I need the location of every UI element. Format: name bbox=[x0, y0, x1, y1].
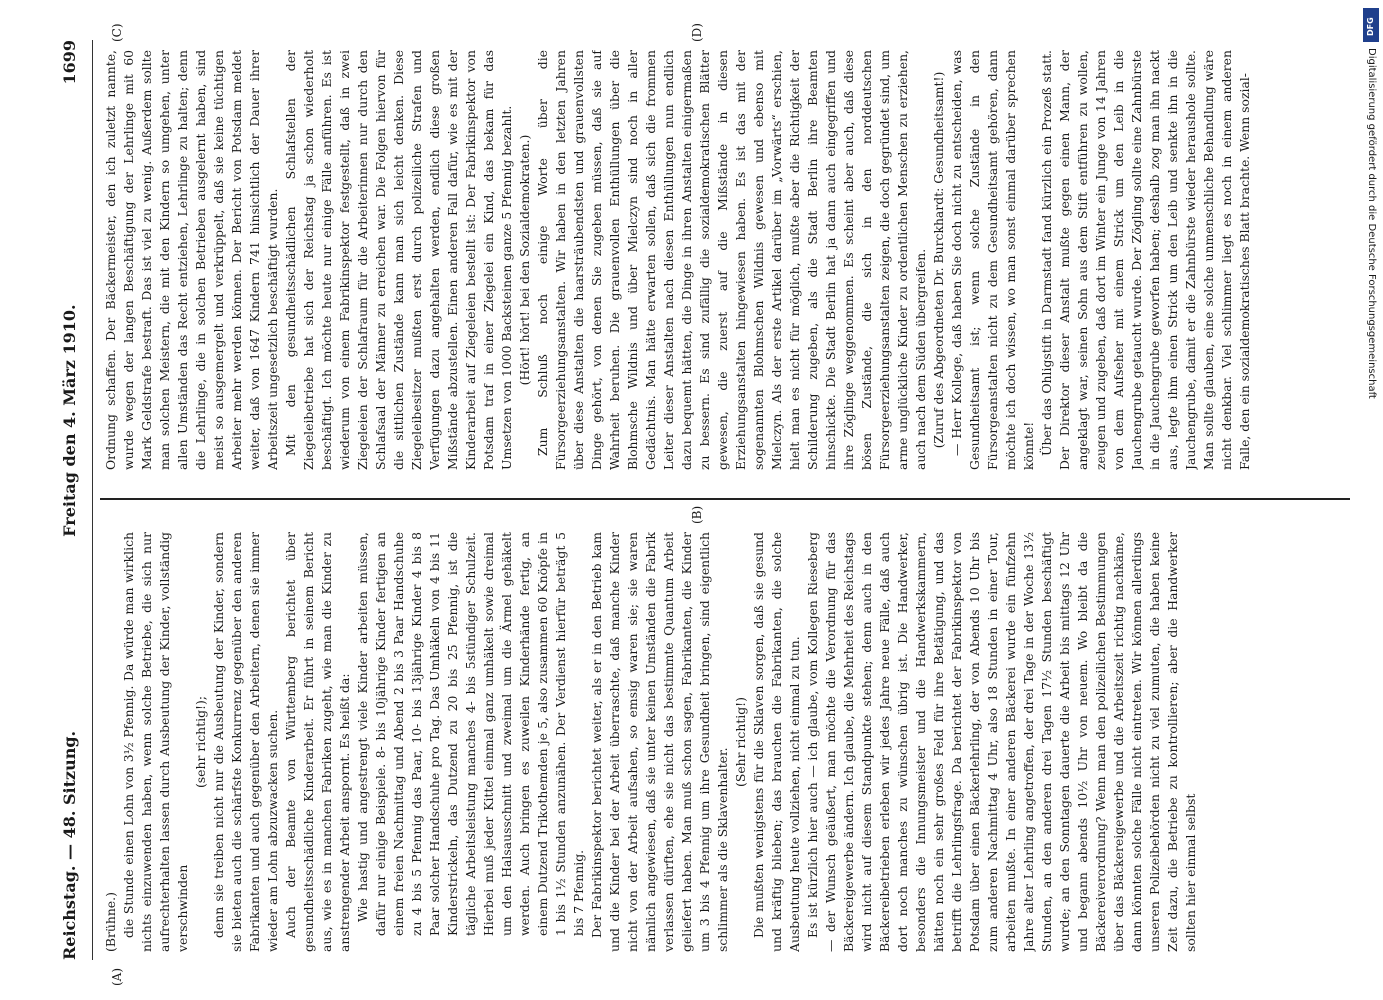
interjection: (Hört! hört! bei den Sozialdemokraten.) bbox=[517, 134, 532, 386]
right-column bbox=[102, 50, 1350, 470]
quoted-paragraph: Wie hastig und angestrengt viele Kinder arbeiten müssen, dafür nur einige Beispiele. 8- bis 10jährige Kinder fertigen an einem freien Nachmittag und Abend 2 bis 3 Paar Handschuhe zu 4 bis 5 Pfennig das Paar, 10- bis 13jährige Kinder 4 bis 8 Paar solcher Handschuhe pro Tag. Das Umhäkeln von 4 bis 11 Kinderstrickeln, das Dutzend zu 20 bis 25 Pfennig, ist die tägliche Arbeitsleistung manches 4- bis 5stündiger Schulzeit. Hierbei muß jeder Kittel einmal ganz umhäkelt sowie dreimal um den Halsausschnitt und zweimal um die Ärmel gehäkelt werden. Auch bringen es zuweilen Kinderhände fertig, an einem Dutzend Trikothemden je 5, also zusammen 60 Knöpfe in 1 bis 1½ Stunden anzunähen. Der Verdienst hierfür beträgt 5 bis 7 Pfennig. bbox=[355, 532, 586, 936]
paragraph: Zum Schluß noch einige Worte über die Fürsorgeerziehungsanstalten. Wir haben in den letzten Jahren über diese Anstalten die haarsträubendsten und grauenvollsten Dinge gehört, von denen Sie zugeben müssen, daß sie auf Wahrheit beruhen. Die grauenvollen Enthüllungen über die Blohmsche Wildnis und über Mielczyn sind noch in aller Gedächtnis. Man hätte erwarten sollen, daß sich die frommen Leiter dieser Anstalten nach diesen Enthüllungen nun endlich dazu bequemt hätten, die Dinge in ihren Anstalten einigermaßen zu bessern. Es sind zufällig die sozialdemokratischen Blätter gewesen, die zuerst auf die Mißstände in diesen Erziehungsanstalten hingewiesen haben. Es ist das mit der sogenannten Blohmschen Wildnis gewesen und ebenso mit Mielczyn. Als der erste Artikel darüber im „Vorwärts“ erschien, hielt man es nicht für möglich, mußte aber die Richtigkeit der Schilderung zugeben, als die Stadt Berlin ihre Beamten hinschickte. Die Stadt Berlin hat ja dann auch eingegriffen und ihre Zöglinge weggenommen. Es scheint aber auch, daß diese bösen Zustände, die sich in den norddeutschen Fürsorgeerziehungsanstalten zeigen, die doch gegründet sind, um arme unglückliche Kinder zu ordentlichen Menschen zu erziehen, auch nach dem Süden übergreifen. bbox=[535, 50, 928, 470]
dfg-logo: DFG bbox=[1363, 8, 1379, 42]
header-date: Freitag den 4. März 1910. bbox=[60, 304, 79, 537]
margin-mark-d: (D) bbox=[690, 23, 704, 42]
interjection: (Sehr richtig!) bbox=[733, 697, 748, 787]
left-column bbox=[102, 532, 1350, 952]
paragraph: Mit den gesundheitsschädlichen Schlafstellen der Ziegeleibetriebe hat sich der Reichstag ja schon wiederholt beschäftigt. Ich möchte heute nur einige Fälle anführen. Es ist wiederum von einem Fabrikinspektor festgestellt, daß in zwei Ziegeleien der Schlafraum für die Arbeiterinnen nur durch den Schlafsaal der Männer zu erreichen war. Die Folgen hiervon für die sittlichen Zustände kann man sich leicht denken. Diese Ziegeleibesitzer mußten erst durch polizeiliche Strafen und Verfügungen dazu angehalten werden, endlich diese großen Mißstände abzustellen. Einen anderen Fall dafür, wie es mit der Kinderarbeit auf Ziegeleien bestellt ist: Der Fabrikinspektor von Potsdam traf in einer Ziegelei ein Kind, das bekam für das Umsetzen von 1000 Backsteinen ganze 5 Pfennig bezahlt. bbox=[283, 50, 514, 470]
paragraph: Der Fabrikinspektor berichtet weiter, als er in den Betrieb kam und die Kinder bei der Arbeit überraschte, daß manche Kinder nicht von der Arbeit aufsahen, so emsig waren sie; sie waren nämlich angewiesen, daß sie unter keinen Umständen die Fabrik verlassen dürften, ehe sie nicht das bestimmte Quantum Arbeit geliefert haben. Man muß schon sagen, Fabrikanten, die Kinder um 3 bis 4 Pfennig um ihre Gesundheit bringen, sind eigentlich schlimmer als die Sklavenhalter. bbox=[589, 532, 730, 952]
paragraph: — Herr Kollege, daß haben Sie doch nicht zu entscheiden, was Gesundheitsamt ist; wenn solche Zustände in den Fürsorgeanstalten nicht zu dem Gesundheitsamt gehören, dann möchte ich doch wissen, wo man sonst einmal darüber sprechen könnte! bbox=[949, 50, 1036, 470]
header-left: Reichstag. — 48. Sitzung. bbox=[60, 730, 79, 960]
digitization-credit bbox=[1361, 0, 1383, 1000]
paragraph: Über das Ohligstift in Darmstadt fand kürzlich ein Prozeß statt. Der Direktor dieser Anstalt mußte gegen einen Mann, der angeklagt war, seinen Sohn aus dem Stift entführen zu wollen, zeugen und zugeben, daß dort im Winter ein Junge von 14 Jahren von dem Aufseher mit einem Strick um den Leib in die Jauchengrube getaucht wurde. Der Zögling sollte eine Zahnbürste in die Jauchengrube geworfen haben; deshalb zog man ihn nackt aus, legte ihm einen Strick um den Leib und senkte ihn in die Jauchengrube, damit er die Zahnbürste wieder heraushole sollte. Man sollte glauben, eine solche unmenschliche Behandlung wäre nicht denkbar. Viel schlimmer liegt es noch in einem anderen Falle, den ein sozialdemokratisches Blatt brachte. Wenn sozial- bbox=[1039, 50, 1252, 470]
paragraph: die Stunde einen Lohn von 3½ Pfennig. Da würde man wirklich nichts einzuwenden haben, wenn solche Betriebe, die sich nur aufrechterhalten lassen durch Ausbeutung der Kinder, vollständig verschwinden bbox=[121, 532, 190, 952]
column-divider bbox=[100, 498, 1350, 500]
speaker-name: (Brühne.) bbox=[103, 892, 118, 952]
header-rule bbox=[92, 40, 93, 960]
page-header bbox=[60, 40, 88, 960]
paragraph: Es ist kürzlich hier auch — ich glaube, vom Kollegen Rieseberg — der Wunsch geäußert, man möchte die Verordnung für das Bäckereigewerbe ändern. Ich glaube, die Mehrheit des Reichstags wird nicht auf diesem Standpunkte stehen; denn auch in den Bäckereibetrieben erleben wir jedes Jahre neue Fälle, daß auch dort noch manches zu wünschen übrig ist. Die Handwerker, besonders die Innungsmeister und die Handwerkskammern, hätten noch ein sehr großes Feld für ihre Betätigung, und das betrifft die Lehrlingsfrage. Da berichtet der Fabrikinspektor von Potsdam über einen Bäckerlehrling, der von Abends 10 Uhr bis zum anderen Nachmittag 4 Uhr, also 18 Stunden in einer Tour, arbeiten mußte. In einer anderen Bäckerei wurde ein fünfzehn Jahre alter Lehrling angetroffen, der drei Tage in der Woche 13½ Stunden, an den anderen drei Tagen 17½ Stunden beschäftigt wurde; an den Sonntagen dauerte die Arbeit bis mittags 12 Uhr und begann abends 10½ Uhr von neuem. Wo bleibt da die Bäckereiverordnung? Wenn man den polizeilichen Bestimmungen über das Bäckereigewerbe und die Arbeitszeit richtig nachkäme, dann könnten solche Fälle nicht eintreten. Wir können allerdings unseren Polizeibehörden nicht zu viel zumuten, die haben keine Zeit dazu, die Betriebe zu kontrollieren; aber die Handwerker sollten hier einmal selbst bbox=[805, 532, 1198, 952]
margin-mark-a: (A) bbox=[110, 967, 124, 986]
paragraph: Ordnung schaffen. Der Bäckermeister, den ich zuletzt nannte, wurde wegen der langen Beschäftigung der Lehrlinge mit 60 Mark Geldstrafe bestraft. Das ist viel zu wenig. Außerdem sollte man solchen Meistern, die mit den Kindern so umgehen, unter allen Umständen das Recht entziehen, Lehrlinge zu halten; denn die Lehrlinge, die in solchen Betrieben ausgelernt haben, sind meist so ausgemergelt und verkrüppelt, daß sie keine tüchtigen Arbeiter mehr werden können. Der Bericht von Potsdam meldet weiter, daß von 1647 Kindern 741 hinsichtlich der Dauer ihrer Arbeitszeit ungesetzlich beschäftigt wurden. bbox=[103, 50, 280, 470]
paragraph: Auch der Beamte von Württemberg berichtet über gesundheitsschädliche Kinderarbeit. Er führt in seinem Bericht aus, wie es in manchen Fabriken zugeht, wie man die Kinder zu anstrengender Arbeit anspornt. Es heißt da: bbox=[283, 532, 352, 952]
interjection: (Zuruf des Abgeordneten Dr. Burckhardt: Gesundheitsamt!) bbox=[931, 71, 946, 449]
document-page bbox=[40, 0, 1370, 1000]
margin-mark-c: (C) bbox=[110, 23, 124, 42]
paragraph: Die mußten wenigstens für die Sklaven sorgen, daß sie gesund und kräftig blieben; das brauchen die Fabrikanten, die solche Ausbeutung heute vollziehen, nicht einmal zu tun. bbox=[751, 532, 802, 952]
margin-mark-b: (B) bbox=[690, 505, 704, 524]
interjection: (sehr richtig!); bbox=[193, 695, 208, 789]
paragraph: denn sie treiben nicht nur die Ausbeutung der Kinder, sondern sie bieten auch die schärfste Konkurrenz gegenüber den anderen Fabrikanten und auch gegenüber den Arbeitern, denen sie immer wieder am Lohn abzuzwacken suchen. bbox=[211, 532, 280, 952]
page-number: 1699 bbox=[60, 40, 79, 85]
credit-text: Digitalisierung gefördert durch die Deutsche Forschungsgemeinschaft bbox=[1366, 48, 1377, 399]
